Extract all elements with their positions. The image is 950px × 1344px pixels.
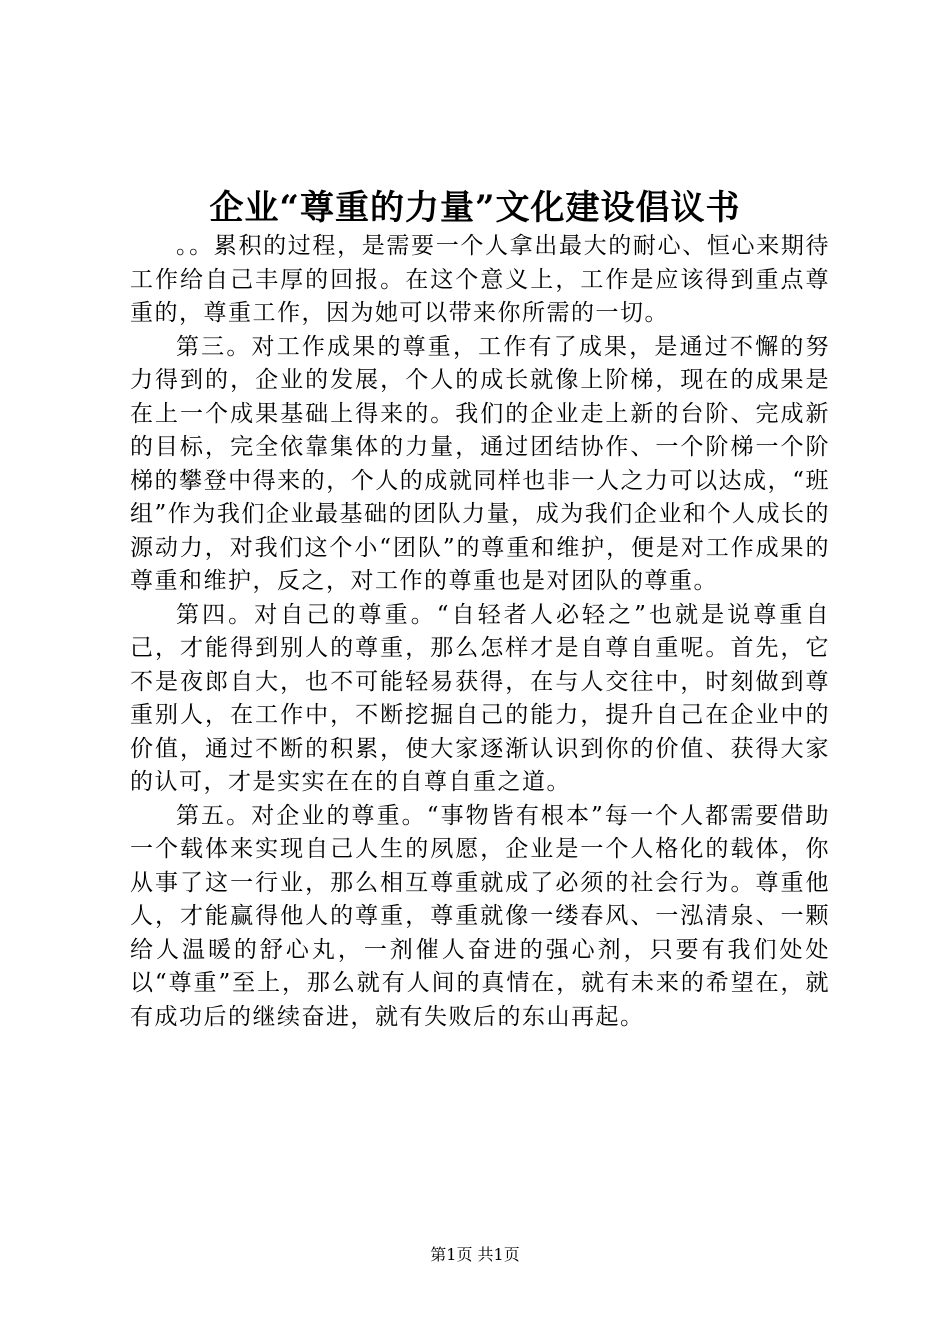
- document-body: [130, 230, 830, 1034]
- paragraph-4: 第五。对企业的尊重。“事物皆有根本”每一个人都需要借助一个载体来实现自己人生的夙愿，企业是一个人格化的载体，你从事了这一行业，那么相互尊重就成了必须的社会行为。尊重他人，才能赢得他人的尊重，尊重就像一缕春风、一泓清泉、一颗给人温暖的舒心丸，一剂催人奋进的强心剂，只要有我们处处以“尊重”至上，那么就有人间的真情在，就有未来的希望在，就有成功后的继续奋进，就有失败后的东山再起。: [130, 802, 830, 1030]
- paragraph-2: 第三。对工作成果的尊重，工作有了成果，是通过不懈的努力得到的，企业的发展，个人的成长就像上阶梯，现在的成果是在上一个成果基础上得来的。我们的企业走上新的台阶、完成新的目标，完全依靠集体的力量，通过团结协作、一个阶梯一个阶梯的攀登中得来的，个人的成就同样也非一人之力可以达成，“班组”作为我们企业最基础的团队力量，成为我们企业和个人成长的源动力，对我们这个小“团队”的尊重和维护，便是对工作成果的尊重和维护，反之，对工作的尊重也是对团队的尊重。: [130, 333, 830, 594]
- paragraph-3: 第四。对自己的尊重。“自轻者人必轻之”也就是说尊重自己，才能得到别人的尊重，那么怎样才是自尊自重呢。首先，它不是夜郎自大，也不可能轻易获得，在与人交往中，时刻做到尊重别人，在工作中，不断挖掘自己的能力，提升自己在企业中的价值，通过不断的积累，使大家逐渐认识到你的价值、获得大家的认可，才是实实在在的自尊自重之道。: [130, 601, 830, 795]
- page-number-footer: 第1页 共1页: [430, 1245, 520, 1264]
- paragraph-1: 。。累积的过程，是需要一个人拿出最大的耐心、恒心来期待工作给自己丰厚的回报。在这个意义上，工作是应该得到重点尊重的，尊重工作，因为她可以带来你所需的一切。: [130, 233, 830, 326]
- document-title: 企业“尊重的力量”文化建设倡议书: [209, 188, 741, 228]
